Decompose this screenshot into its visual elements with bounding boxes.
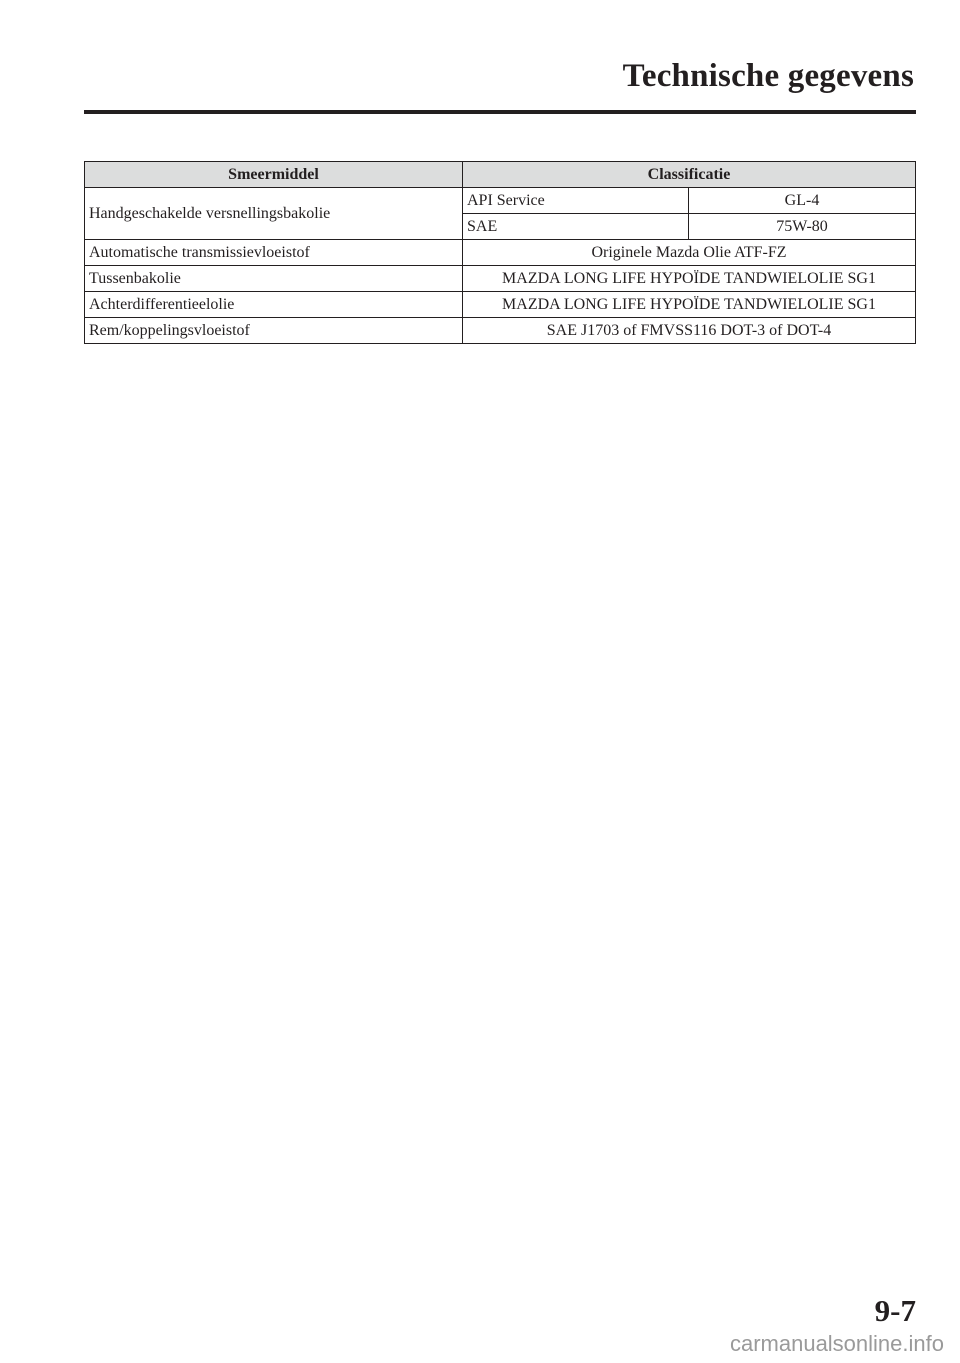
title-divider: [84, 110, 916, 114]
lubricant-table: [84, 161, 916, 344]
table-header-row: [85, 162, 916, 188]
table-row: [85, 188, 916, 214]
classification-label: SAE: [463, 214, 689, 240]
table-row: [85, 318, 916, 344]
table-row: [85, 240, 916, 266]
classification-value: GL-4: [689, 188, 916, 214]
lubricant-name: Tussenbakolie: [85, 266, 463, 292]
page-title: Technische gegevens: [622, 58, 914, 94]
lubricant-name: Rem/koppelingsvloeistof: [85, 318, 463, 344]
classification-value: 75W-80: [689, 214, 916, 240]
lubricant-name: Automatische transmissievloeistof: [85, 240, 463, 266]
lubricant-name: Handgeschakelde versnellingsbakolie: [85, 188, 463, 240]
classification-label: API Service: [463, 188, 689, 214]
column-header-lubricant: Smeermiddel: [85, 162, 463, 188]
classification-value: SAE J1703 of FMVSS116 DOT-3 of DOT-4: [463, 318, 916, 344]
table-row: [85, 266, 916, 292]
table-row: [85, 292, 916, 318]
column-header-classification: Classificatie: [463, 162, 916, 188]
watermark: carmanualsonline.info: [729, 1331, 944, 1356]
classification-value: MAZDA LONG LIFE HYPOÏDE TANDWIELOLIE SG1: [463, 266, 916, 292]
classification-value: Originele Mazda Olie ATF-FZ: [463, 240, 916, 266]
page-number: 9-7: [874, 1293, 916, 1328]
classification-value: MAZDA LONG LIFE HYPOÏDE TANDWIELOLIE SG1: [463, 292, 916, 318]
lubricant-name: Achterdifferentieelolie: [85, 292, 463, 318]
